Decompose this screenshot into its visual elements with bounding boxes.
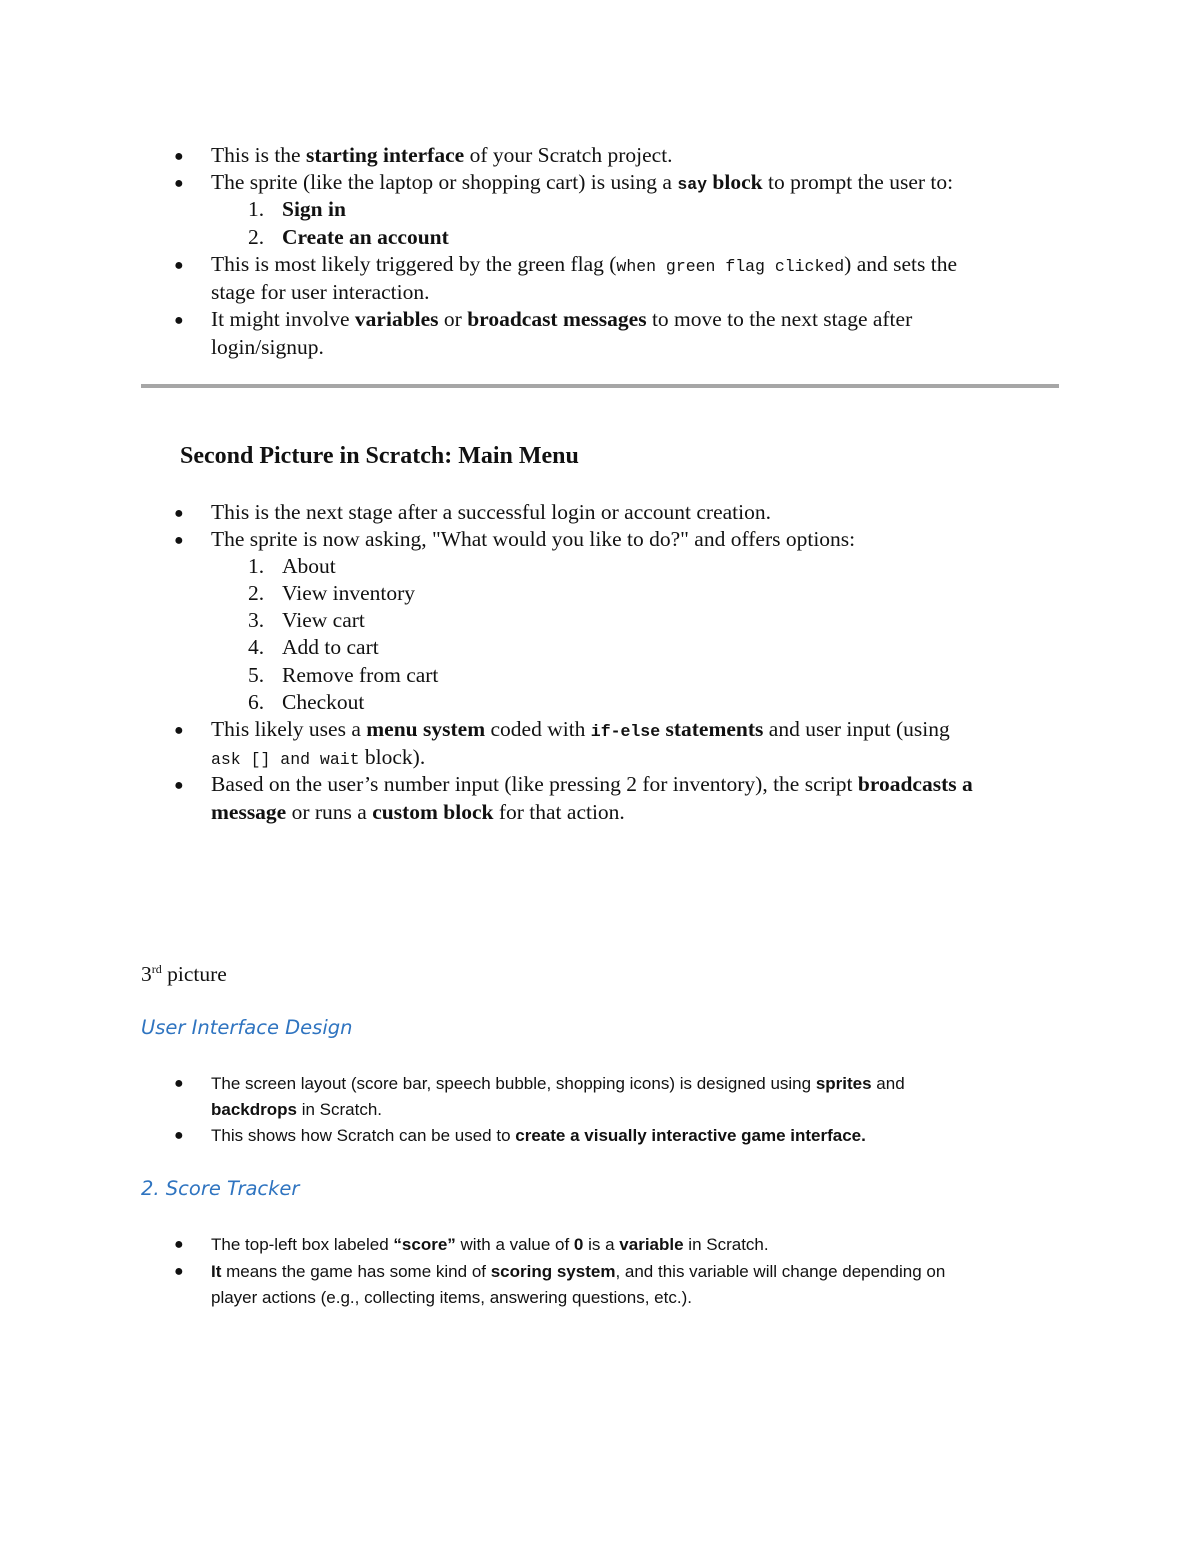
- option-add-to-cart: Add to cart: [282, 635, 379, 659]
- horizontal-divider: [141, 384, 1059, 388]
- bullet-dot: ●: [174, 1263, 184, 1280]
- s3-bullet-2: This shows how Scratch can be used to create a visually interactive game interface.: [211, 1126, 866, 1145]
- option-view-cart: View cart: [282, 608, 365, 632]
- bullet-dot: ●: [174, 1075, 184, 1092]
- bullet-dot: ●: [174, 257, 184, 274]
- s2-bullet-3-cont: ask [] and wait block).: [211, 745, 426, 769]
- s1-list-item-text: Create an account: [282, 225, 449, 249]
- s3-bullet-4-cont: player actions (e.g., collecting items, answering questions, etc.).: [211, 1288, 692, 1307]
- heading-user-interface-design: User Interface Design: [141, 1016, 353, 1039]
- s2-bullet-1: This is the next stage after a successful login or account creation.: [211, 500, 771, 524]
- bullet-dot: ●: [174, 505, 184, 522]
- option-num: 4.: [248, 635, 265, 659]
- s1-bullet-3-cont: stage for user interaction.: [211, 280, 430, 304]
- s2-bullet-2: The sprite is now asking, "What would you like to do?" and offers options:: [211, 527, 856, 551]
- section-2-heading: Second Picture in Scratch: Main Menu: [180, 443, 579, 469]
- s1-bullet-2: The sprite (like the laptop or shopping cart) is using a say block to prompt the user to:: [211, 170, 954, 194]
- s3-bullet-4: It means the game has some kind of scoring system, and this variable will change depending on: [211, 1262, 946, 1281]
- bullet-dot: ●: [174, 1127, 184, 1144]
- option-num: 6.: [248, 690, 265, 714]
- s2-bullet-3: This likely uses a menu system coded with if-else statements and user input (using: [211, 717, 950, 741]
- option-num: 1.: [248, 554, 265, 578]
- s1-list-item-text: Sign in: [282, 197, 346, 221]
- bullet-dot: ●: [174, 175, 184, 192]
- option-remove-from-cart: Remove from cart: [282, 663, 439, 687]
- s3-bullet-3: The top-left box labeled “score” with a value of 0 is a variable in Scratch.: [211, 1235, 769, 1254]
- s2-bullet-4-cont: message or runs a custom block for that action.: [211, 800, 625, 824]
- option-view-inventory: View inventory: [282, 581, 416, 605]
- bullet-dot: ●: [174, 532, 184, 549]
- s1-bullet-1: This is the starting interface of your Scratch project.: [211, 143, 673, 167]
- heading-score-tracker: 2. Score Tracker: [141, 1177, 300, 1200]
- bullet-dot: ●: [174, 148, 184, 165]
- bullet-dot: ●: [174, 777, 184, 794]
- s1-bullet-4: It might involve variables or broadcast messages to move to the next stage after: [211, 307, 913, 331]
- option-about: About: [282, 554, 336, 578]
- bullet-dot: ●: [174, 722, 184, 739]
- option-num: 5.: [248, 663, 265, 687]
- s2-bullet-4: Based on the user’s number input (like pressing 2 for inventory), the script broadcasts a: [211, 772, 973, 796]
- bullet-dot: ●: [174, 1236, 184, 1253]
- option-num: 2.: [248, 581, 265, 605]
- option-num: 3.: [248, 608, 265, 632]
- s3-bullet-1: The screen layout (score bar, speech bubble, shopping icons) is designed using sprites and: [211, 1074, 905, 1093]
- third-picture-label: 3rd picture: [141, 961, 227, 986]
- option-checkout: Checkout: [282, 690, 365, 714]
- s1-list-item: 1.: [248, 197, 265, 221]
- s1-bullet-3: This is most likely triggered by the green flag (when green flag clicked) and sets the: [211, 252, 958, 276]
- s1-list-item: 2.: [248, 225, 265, 249]
- s3-bullet-1-cont: backdrops in Scratch.: [211, 1100, 383, 1119]
- s1-bullet-4-cont: login/signup.: [211, 335, 324, 359]
- bullet-dot: ●: [174, 312, 184, 329]
